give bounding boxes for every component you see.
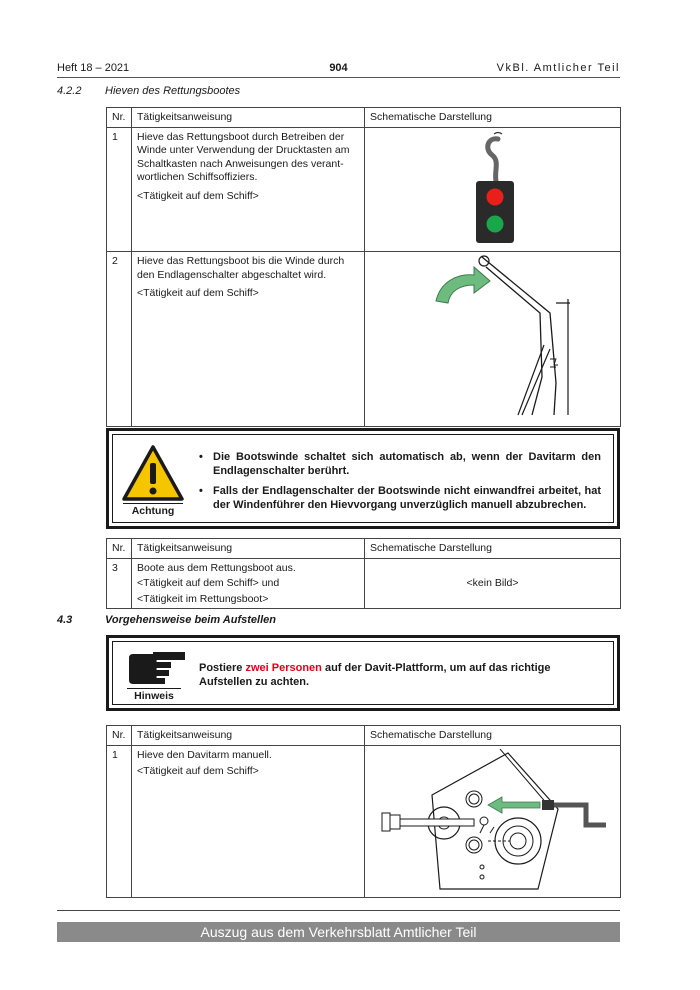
col-header-nr: Nr.	[107, 726, 132, 746]
activity-line: Schaltkasten nach Anweisungen des verant-	[137, 157, 344, 170]
activity-line: Hieve das Rettungsboot bis die Winde durch	[137, 255, 345, 267]
activity-cell	[132, 252, 365, 427]
no-image-cell: <kein Bild>	[365, 558, 621, 609]
warning-triangle-icon	[121, 444, 185, 502]
table-row	[107, 127, 621, 252]
activity-location-tag: <Tätigkeit auf dem Schiff> und	[137, 577, 280, 589]
hint-box	[106, 635, 620, 711]
row-number: 1	[107, 745, 132, 898]
section-title: Vorgehensweise beim Aufstellen	[105, 614, 276, 626]
hint-highlight: zwei Personen	[245, 662, 322, 674]
page-header	[57, 61, 620, 77]
warning-bullet: • Falls der Endlagenschalter der Bootswinde nicht einwandfrei arbeitet, hat der Windenführer den Hievvorgang unverzüglich manuell abzubrechen.	[199, 484, 601, 512]
warning-label: Achtung	[123, 503, 183, 517]
davit-arm-outer-edge	[482, 257, 556, 415]
table-row	[107, 558, 621, 609]
issue-label: Heft 18 – 2021	[57, 62, 130, 74]
control-box-illustration	[370, 131, 616, 245]
pointing-hand-icon	[127, 652, 187, 688]
instruction-table-aufstellen	[106, 725, 621, 898]
davit-strut-icon	[518, 345, 550, 415]
page-number: 904	[329, 62, 348, 74]
activity-line: Winde unter Verwendung der Drucktasten am	[137, 144, 350, 156]
activity-line: Boote aus dem Rettungsboot aus.	[137, 561, 296, 574]
shaft-end-icon	[382, 813, 390, 831]
table-row	[107, 745, 621, 898]
row-number: 2	[107, 252, 132, 427]
activity-location-tag: <Tätigkeit im Rettungsboot>	[137, 592, 269, 605]
cable-icon	[488, 138, 498, 180]
schematic-cell	[365, 745, 621, 898]
col-header-schematic: Schematische Darstellung	[365, 108, 621, 128]
hint-label: Hinweis	[127, 688, 181, 702]
crank-handle-icon	[554, 805, 606, 825]
row-number: 1	[107, 127, 132, 252]
section-title: Hieven des Rettungsbootes	[105, 85, 241, 97]
table-header-row	[107, 108, 621, 128]
activity-location-tag: <Tätigkeit auf dem Schiff>	[137, 765, 259, 777]
warning-bullet: • Die Bootswinde schaltet sich automatisch ab, wenn der Davitarm den Endlagenschalter berührt.	[199, 450, 601, 478]
hint-text-part: Postiere	[199, 662, 246, 674]
schematic-cell	[365, 127, 621, 252]
footer-rule	[57, 910, 620, 911]
davit-arm-illustration	[370, 255, 616, 419]
winch-mechanism-illustration	[370, 749, 616, 891]
activity-location-tag: <Tätigkeit auf dem Schiff>	[137, 287, 259, 299]
col-header-activity: Tätigkeitsanweisung	[132, 539, 365, 559]
activity-location-tag: <Tätigkeit auf dem Schiff>	[137, 189, 259, 202]
activity-line: wortlichen Schiffsoffiziers.	[137, 171, 258, 183]
table-header-row	[107, 539, 621, 559]
warning-bullets	[199, 450, 601, 518]
activity-line: Hieve den Davitarm manuell.	[137, 748, 272, 761]
col-header-activity: Tätigkeitsanweisung	[132, 726, 365, 746]
row-number: 3	[107, 558, 132, 609]
schematic-cell	[365, 252, 621, 427]
publication-title: VkBl. Amtlicher Teil	[496, 62, 620, 74]
activity-cell	[132, 558, 365, 609]
red-button-icon	[487, 188, 504, 205]
section-number: 4.3	[57, 614, 73, 626]
col-header-nr: Nr.	[107, 108, 132, 128]
cable-end-icon	[494, 132, 502, 134]
activity-line: Hieve das Rettungsboot durch Betreiben der	[137, 130, 345, 143]
green-button-icon	[487, 215, 504, 232]
section-number: 4.2.2	[57, 85, 82, 97]
instruction-table-hieven	[106, 107, 621, 427]
activity-cell	[132, 127, 365, 252]
instruction-table-boote-aus	[106, 538, 621, 609]
limit-switch-icon	[556, 299, 570, 415]
col-header-activity: Tätigkeitsanweisung	[132, 108, 365, 128]
hint-text-part: auf der Davit-Plattform, um auf das richtige Aufstellen zu achten.	[199, 662, 551, 688]
crank-handle-grip-icon	[542, 800, 554, 810]
table-row	[107, 252, 621, 427]
col-header-schematic: Schematische Darstellung	[365, 726, 621, 746]
footer-banner: Auszug aus dem Verkehrsblatt Amtlicher Teil	[57, 922, 620, 942]
rotation-arrow-icon	[436, 267, 490, 303]
col-header-nr: Nr.	[107, 539, 132, 559]
activity-line: den Endlagenschalter abgeschaltet wird.	[137, 268, 327, 281]
col-header-schematic: Schematische Darstellung	[365, 539, 621, 559]
hint-text	[199, 661, 601, 689]
table-header-row	[107, 726, 621, 746]
activity-cell	[132, 745, 365, 898]
warning-box	[106, 428, 620, 529]
header-rule	[57, 77, 620, 78]
davit-arm-inner-edge	[486, 267, 542, 415]
